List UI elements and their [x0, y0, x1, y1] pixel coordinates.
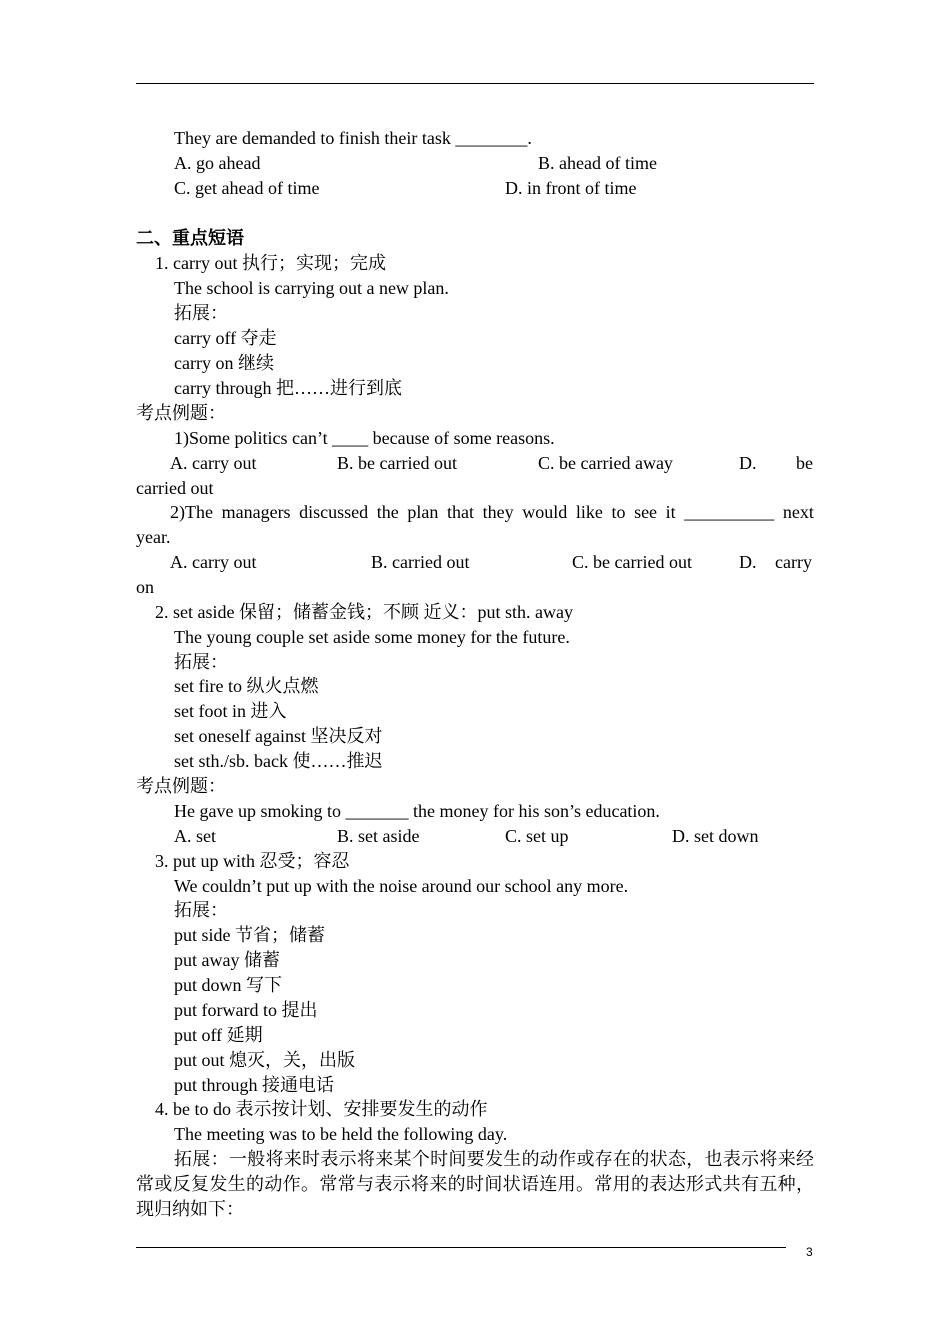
- phrase3-expansion: put forward to 提出: [174, 1000, 318, 1020]
- phrase1-q2-option-a: A. carry out: [170, 552, 257, 572]
- phrase1-q2-option-d: D.: [739, 552, 757, 572]
- phrase2-q-option-d: D. set down: [672, 826, 759, 846]
- phrase3-example: We couldn’t put up with the noise around our school any more.: [174, 876, 629, 896]
- phrase1-q2-option-c: C. be carried out: [572, 552, 692, 572]
- phrase2-example: The young couple set aside some money for the future.: [174, 627, 570, 647]
- phrase3-expansion: put through 接通电话: [174, 1075, 334, 1095]
- phrase1-example: The school is carrying out a new plan.: [174, 278, 449, 298]
- stem-word: would: [522, 502, 568, 522]
- header-rule: [136, 83, 814, 84]
- phrase1-q1-wrap: carried out: [136, 478, 214, 498]
- stem-word: __________: [684, 502, 775, 522]
- phrase1-title: 1. carry out 执行；实现；完成: [155, 253, 386, 273]
- phrase1-expansion: carry through 把……进行到底: [174, 378, 402, 398]
- phrase3-title: 3. put up with 忍受；容忍: [155, 851, 350, 871]
- phrase2-expansion: set fire to 纵火点燃: [174, 676, 319, 696]
- phrase1-q2-wrap: on: [136, 577, 154, 597]
- phrase1-example-label: 考点例题：: [136, 403, 226, 423]
- stem-word: to: [611, 502, 626, 522]
- phrase1-q2-stem: [136, 500, 814, 525]
- phrase2-q-option-a: A. set: [174, 826, 216, 846]
- phrase1-expansion: carry on 继续: [174, 353, 274, 373]
- phrase2-expansion: set oneself against 坚决反对: [174, 726, 383, 746]
- phrase2-example-label: 考点例题：: [136, 776, 226, 796]
- phrase3-expansion: put out 熄灭，关，出版: [174, 1050, 356, 1070]
- phrase1-q1-stem: 1)Some politics can’t ____ because of some reasons.: [174, 428, 555, 448]
- phrase1-q2-option-b: B. carried out: [371, 552, 470, 572]
- intro-question-stem: They are demanded to finish their task ________.: [174, 128, 532, 148]
- section-heading: 二、重点短语: [136, 228, 244, 248]
- phrase1-q2-wrap-line: year.: [136, 527, 171, 547]
- stem-word: discussed: [299, 502, 369, 522]
- phrase1-q1-option-d: D.: [739, 453, 757, 473]
- phrase4-title: 4. be to do 表示按计划、安排要发生的动作: [155, 1099, 488, 1119]
- phrase3-expansion: put away 储蓄: [174, 950, 280, 970]
- stem-word: 2)The: [170, 502, 213, 522]
- phrase1-q2-option-d-text: carry: [775, 552, 812, 572]
- stem-word: next: [782, 502, 814, 522]
- phrase2-expand-label: 拓展：: [174, 652, 228, 672]
- intro-option-d: D. in front of time: [505, 178, 637, 198]
- intro-option-b: B. ahead of time: [538, 153, 657, 173]
- stem-word: see: [634, 502, 658, 522]
- phrase2-title: 2. set aside 保留；储蓄金钱；不顾 近义：put sth. away: [155, 602, 573, 622]
- intro-option-a: A. go ahead: [174, 153, 261, 173]
- phrase1-q1-option-b: B. be carried out: [337, 453, 457, 473]
- phrase2-expansion: set sth./sb. back 使……推迟: [174, 751, 383, 771]
- intro-option-c: C. get ahead of time: [174, 178, 320, 198]
- page-number: 3: [806, 1245, 813, 1259]
- stem-word: that: [447, 502, 474, 522]
- phrase3-expansion: put side 节省；储蓄: [174, 925, 325, 945]
- phrase1-q1-option-c: C. be carried away: [538, 453, 673, 473]
- phrase1-q1-option-d-text: be: [796, 453, 813, 473]
- phrase1-expand-label: 拓展：: [174, 303, 228, 323]
- phrase4-expansion-paragraph: 拓展：一般将来时表示将来某个时间要发生的动作或存在的状态，也表示将来经常或反复发生的动作。常常与表示将来的时间状语连用。常用的表达形式共有五种，现归纳如下：: [136, 1149, 814, 1219]
- phrase2-q-option-b: B. set aside: [337, 826, 420, 846]
- stem-word: it: [665, 502, 676, 522]
- phrase3-expand-label: 拓展：: [174, 900, 228, 920]
- stem-word: managers: [221, 502, 291, 522]
- phrase2-q-option-c: C. set up: [505, 826, 569, 846]
- phrase3-expansion: put off 延期: [174, 1025, 263, 1045]
- phrase1-q1-option-a: A. carry out: [170, 453, 257, 473]
- phrase1-expansion: carry off 夺走: [174, 328, 277, 348]
- stem-word: plan: [407, 502, 439, 522]
- stem-word: like: [575, 502, 603, 522]
- phrase3-expansion: put down 写下: [174, 975, 282, 995]
- phrase2-expansion: set foot in 进入: [174, 701, 287, 721]
- phrase2-q-stem: He gave up smoking to _______ the money for his son’s education.: [174, 801, 660, 821]
- phrase4-example: The meeting was to be held the following day.: [174, 1124, 508, 1144]
- footer-rule: [136, 1247, 786, 1248]
- stem-word: the: [376, 502, 399, 522]
- stem-word: they: [482, 502, 514, 522]
